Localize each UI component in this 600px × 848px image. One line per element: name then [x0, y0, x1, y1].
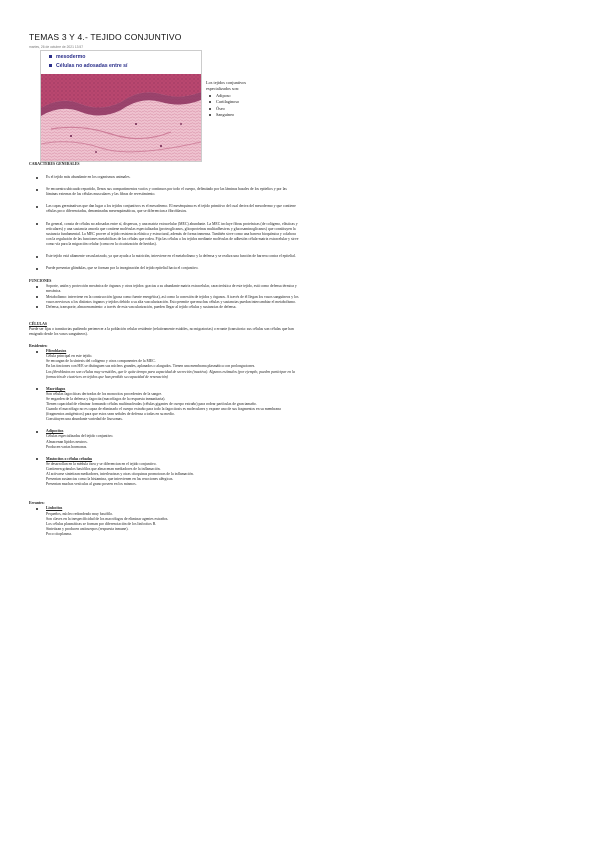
cell-line: Poco citoplasma.	[46, 531, 72, 536]
cell-line: Son claves en la inespecíficidad de los macrófagos de eliminar agentes extraños.	[46, 516, 169, 521]
slide-bullet-text: mesodermo	[56, 54, 86, 60]
bullet-icon	[49, 55, 52, 58]
cell-line: Tienen capacidad de eliminar formando células multinucleadas (células gigantes de cuerpo extraño) para rodear partículas de gran tamaño.	[46, 402, 257, 406]
cell-line: Los fibroblastos no son células muy versátiles, que le quite tiempo para capacidad de secreción (inactiva). Algunos estímulos (por ejemplo, pueden participar en la formación de cicatrices en tejidos que han perdido su capacidad de renovación)	[46, 369, 295, 379]
cell-line: Sintetizan y producen anticuerpos (respuesta inmune).	[46, 526, 129, 531]
list-item	[29, 506, 299, 537]
bullet-icon	[49, 64, 52, 67]
list-item: Las capas germinativas que dan lugar a los tejidos conjuntivos es el mesodermo. El mesénquima es el tejido primitivo del cual deriva del mesodermo y que contiene células poco diferenciadas, denominadas mesenquimáticas, que se diferencian a fibroblastos.	[29, 204, 299, 214]
celulas-intro: Puede ser fijas o transitorias pudiendo pertenecer a la población celular residente (relativamente estables, no migratorias) o errante (transitoria: sus células son células que han emigrado desde los vasos sanguíneos).	[29, 326, 294, 336]
histology-slide-image	[40, 50, 202, 162]
list-item: Defensa, transporte, almacenamiento: a través de esta vascularización, pueden llegar al tejido células y sustancias de defensa.	[29, 305, 299, 310]
section-heading-celulas: CÉLULAS	[29, 321, 47, 326]
cell-line: Células especializadas del tejido conjuntivo.	[46, 434, 114, 439]
cell-line: Producen varias hormonas.	[46, 444, 88, 449]
cell-line: Se encargan de la síntesis del colágeno y otros componentes de la MEC.	[46, 359, 156, 364]
cell-line: Cuando el macrófago no es capaz de eliminarlo el cuerpo extraño para todo la fagocitosis es moleculares y expone uno de sus fragmentos en su membrana (fragmentos antigénicos) para que estos sean señales de defensa a todas en su medio.	[46, 407, 281, 417]
errantes-heading: Errantes:	[29, 501, 45, 506]
fibroblastos-title: Fibroblastos	[46, 349, 67, 354]
linfocitos-title: Linfocitos	[46, 506, 63, 511]
cell-line: Los células plasmáticas se forman por diferenciación de los linfocitos B.	[46, 521, 157, 526]
cell-line: Constituyen una abundante variedad de lisosomas.	[46, 417, 123, 422]
specialized-tissues-note	[206, 80, 266, 118]
cell-line: Contienen gránulos basófilos que almacenan mediadores de la inflamación.	[46, 466, 161, 471]
list-item: Sanguíneo	[206, 112, 266, 118]
list-item: Es el tejido más abundante en los organismos animales.	[29, 175, 299, 180]
list-item	[29, 387, 299, 423]
cell-line: Se desarrollan en la médula ósea y se diferencian en el tejido conjuntivo.	[46, 461, 157, 466]
generales-list	[29, 175, 299, 271]
cell-line: En las tinciones con H/E se distinguen sus núcleos grandes, aplanados o alargados. Tienen una membrana plasmática con prolongaciones.	[46, 364, 256, 369]
list-item: En general, consta de células no adosadas entre sí, dispersas, y una matriz extracelular (MEC) abundante. La MEC incluye fibras proteínicas (de colágeno, elásticas y reticulares) y una sustancia amorfa que contiene moléculas especializadas (proteoglicanos, glicoproteínas multiadhesivas y glucosaminoglicanos) que constituyen la sustancia fundamental. La MEC provee al tejido resistencia elástica y estructural, además de forma inmensa. También sirve como una barrera bioquímica y colabora con la regulación de las funciones metabólicas de las células que rodea. Fija las células a los tejidos mediante moléculas de adhesión célula-matriz extracelular y sirve como vía para la migración celular (como en la cicatrización de heridas).	[29, 222, 299, 247]
cell-line: Presentan muchas vesículas al grano poseen en los mismos.	[46, 482, 137, 487]
funciones-list	[29, 284, 299, 309]
slide-bullet-text: Células no adosadas entre sí	[56, 63, 128, 69]
cell-line: Se engarden de la defensa y fagocita (macrófagos de la respuesta inmunitaria).	[46, 396, 166, 401]
cell-line: Al activarse sintetizan mediadores, interleucinas y otras citoquinas promotoras de la inflamación.	[46, 472, 194, 477]
macrofagos-title: Macrófagos	[46, 386, 66, 391]
errantes-list	[29, 506, 299, 537]
list-item: Este tejido está altamente vascularizado, ya que ayuda a la nutrición, interviene en el metabolismo y la defensa y se realiza una función de barrera contra el epitelial.	[29, 254, 299, 259]
list-item: Soporte, unión y protección mecánica de órganos y otros tejidos: gracias a su abundante matriz extracelular, característica de este tejido, está como defensa térmica y mecánica.	[29, 284, 299, 294]
cell-line: Pequeños, núcleo redondeado muy basófilo.	[46, 511, 114, 516]
list-item	[29, 349, 299, 380]
list-item: Cartilaginoso	[206, 99, 266, 105]
slide-bullet-2	[49, 63, 128, 69]
slide-header	[41, 51, 201, 74]
cell-line: Almacenan lípidos neutros.	[46, 439, 88, 444]
page-title: TEMAS 3 Y 4.- TEJIDO CONJUNTIVO	[29, 32, 182, 42]
list-item: Óseo	[206, 106, 266, 112]
list-item: Adiposo	[206, 93, 266, 99]
specialized-tissues-list	[206, 93, 266, 119]
document-body	[29, 162, 299, 537]
mastocitos-title: Mastocitos o células cebadas	[46, 456, 93, 461]
side-intro: Los tejidos conjuntivos especializados son:	[206, 80, 247, 92]
residentes-heading: Residentes:	[29, 344, 48, 349]
list-item: Metabolismo: interviene en la construcción (grasa como fuente energética), así como la conexión de tejidos y órganos. A través de él llegan los vasos sanguíneos y los vasos nerviosos a los distintos órganos y tejidos debido a su alta vascularización. Esto permite que muchas células y sustancias puedan intercambiar el metabolismo.	[29, 295, 299, 305]
list-item	[29, 457, 299, 488]
cell-line: Son células fagocíticas derivadas de los monocitos procedentes de la sangre.	[46, 391, 163, 396]
section-heading-funciones: FUNCIONES	[29, 279, 52, 284]
cell-line: Célula principal en este tejido.	[46, 354, 93, 359]
tissue-micrograph	[41, 74, 201, 161]
adipocitos-title: Adipocitos	[46, 429, 64, 434]
list-item: Puede presentar glándulas, que se forman por la invaginación del tejido epitelial hacia el conjuntivo.	[29, 266, 299, 271]
slide-bullet-1	[49, 54, 85, 60]
page-date: martes, 26 de octubre de 2021 13:57	[29, 45, 84, 49]
residentes-list	[29, 349, 299, 487]
section-heading-generales: CARACTERES GENERALES	[29, 162, 80, 166]
cell-line: Presentan sustancias como la histamina, que intervienen en las reacciones alérgicas.	[46, 477, 174, 482]
list-item: Se encuentra ubicuado repartido, llenos sus compartimentos vacíos y continuos por todo el cuerpo, delimitado por las láminas basales de los epitelios y por las láminas externas de las células musculares y las fibras de revestimiento.	[29, 187, 299, 197]
list-item	[29, 429, 299, 449]
